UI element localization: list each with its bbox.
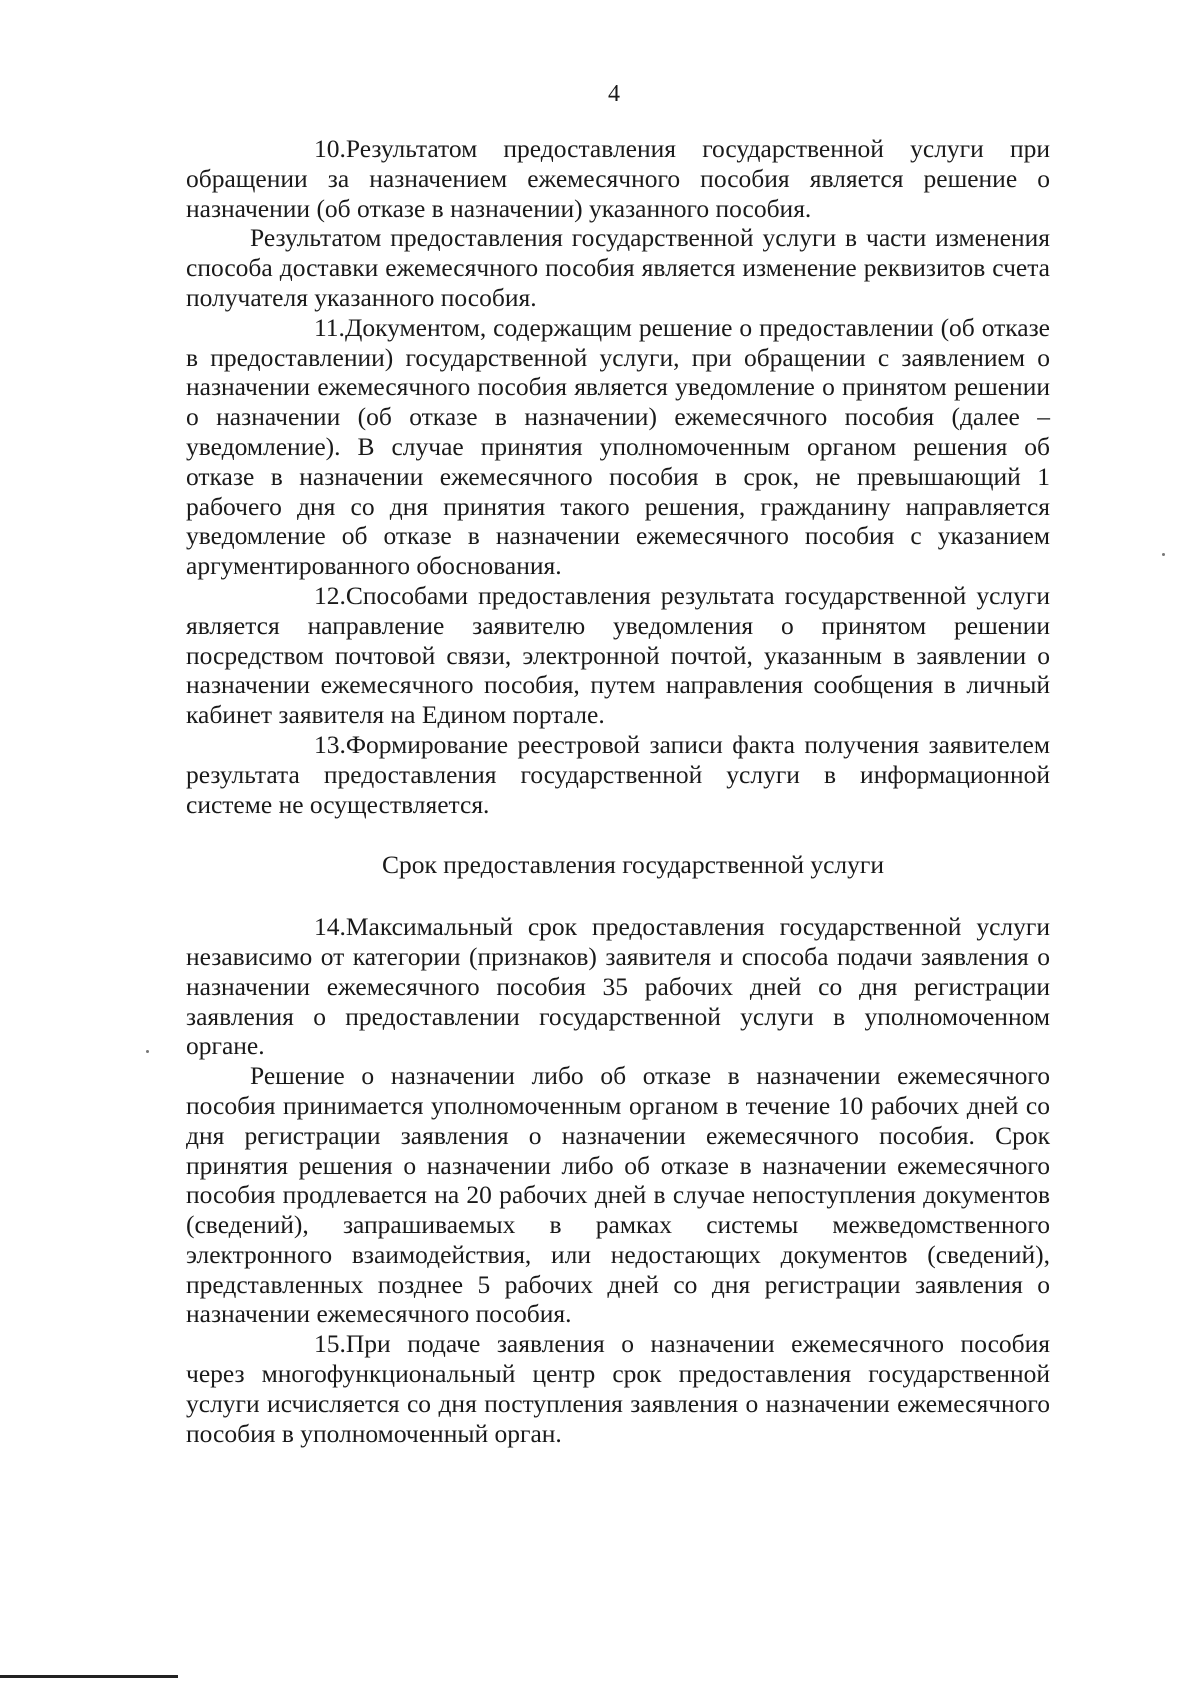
paragraph-10-continued — [186, 223, 1050, 312]
paragraph-15 — [186, 1329, 1050, 1448]
paragraph-text: Результатом предоставления государственной услуги при обращении за назначением ежемесячного пособия является решение о назначении (об отказе в назначении) указанного пособия. — [186, 134, 1050, 223]
paragraph-text: Решение о назначении либо об отказе в назначении ежемесячного пособия принимается уполномоченным органом в течение 10 рабочих дней со дня регистрации заявления о назначении ежемесячного пособия. Срок принятия решения о назначении либо об отказе в назначении ежемесячного пособия продлевается на 20 рабочих дней в случае непоступления документов (сведений), запрашиваемых в рамках системы межведомственного электронного взаимодействия, или недостающих документов (сведений), представленных позднее 5 рабочих дней со дня регистрации заявления о назначении ежемесячного пособия. — [186, 1061, 1050, 1329]
paragraph-text: Формирование реестровой записи факта получения заявителем результата предоставления государственной услуги в информационной системе не осуществляется. — [186, 729, 1050, 819]
paragraph-12 — [186, 581, 1050, 730]
paragraph-number: 15. — [314, 1329, 346, 1359]
paragraph-number: 10. — [314, 134, 346, 163]
paragraph-text: Максимальный срок предоставления государственной услуги независимо от категории (признаков) заявителя и способа подачи заявления о назначении ежемесячного пособия 35 рабочих дней со дня регистрации заявления о предоставлении государственной услуги в уполномоченном органе. — [186, 912, 1050, 1061]
scan-speck — [146, 1050, 149, 1053]
paragraph-text: При подаче заявления о назначении ежемесячного пособия через многофункциональный центр срок предоставления государственной услуги исчисляется со дня поступления заявления о назначении ежемесячного пособия в уполномоченный орган. — [186, 1329, 1050, 1448]
paragraph-text: Документом, содержащим решение о предоставлении (об отказе в предоставлении) государственной услуги, при обращении с заявлением о назначении ежемесячного пособия является уведомление о принятом решении о назначении (об отказе в назначении) ежемесячного пособия (далее – уведомление). В случае принятия уполномоченным органом решения об отказе в назначении ежемесячного пособия в срок, не превышающий 1 рабочего дня со дня принятия такого решения, гражданину направляется уведомление об отказе в назначении ежемесячного пособия с указанием аргументированного обоснования. — [186, 312, 1050, 581]
paragraph-10 — [186, 134, 1050, 223]
paragraph-number: 11. — [314, 312, 345, 342]
paragraph-11 — [186, 313, 1050, 581]
scan-edge-mark — [0, 1675, 178, 1678]
paragraph-14 — [186, 912, 1050, 1061]
paragraph-number: 14. — [314, 912, 346, 942]
paragraph-text: Способами предоставления результата государственной услуги является направление заявителю уведомления о принятом решении посредством почтовой связи, электронной почтой, указанным в заявлении о назначении ежемесячного пособия, путем направления сообщения в личный кабинет заявителя на Едином портале. — [186, 580, 1050, 730]
scan-speck — [1162, 553, 1165, 556]
section-heading: Срок предоставления государственной услуги — [381, 850, 884, 880]
paragraph-text: Результатом предоставления государственной услуги в части изменения способа доставки ежемесячного пособия является изменение реквизитов счета получателя указанного пособия. — [186, 223, 1050, 312]
document-body — [186, 134, 1050, 1448]
paragraph-13 — [186, 730, 1050, 819]
page-number: 4 — [608, 81, 620, 107]
paragraph-14-continued — [186, 1061, 1050, 1329]
paragraph-number: 12. — [314, 580, 346, 610]
paragraph-number: 13. — [314, 729, 346, 759]
